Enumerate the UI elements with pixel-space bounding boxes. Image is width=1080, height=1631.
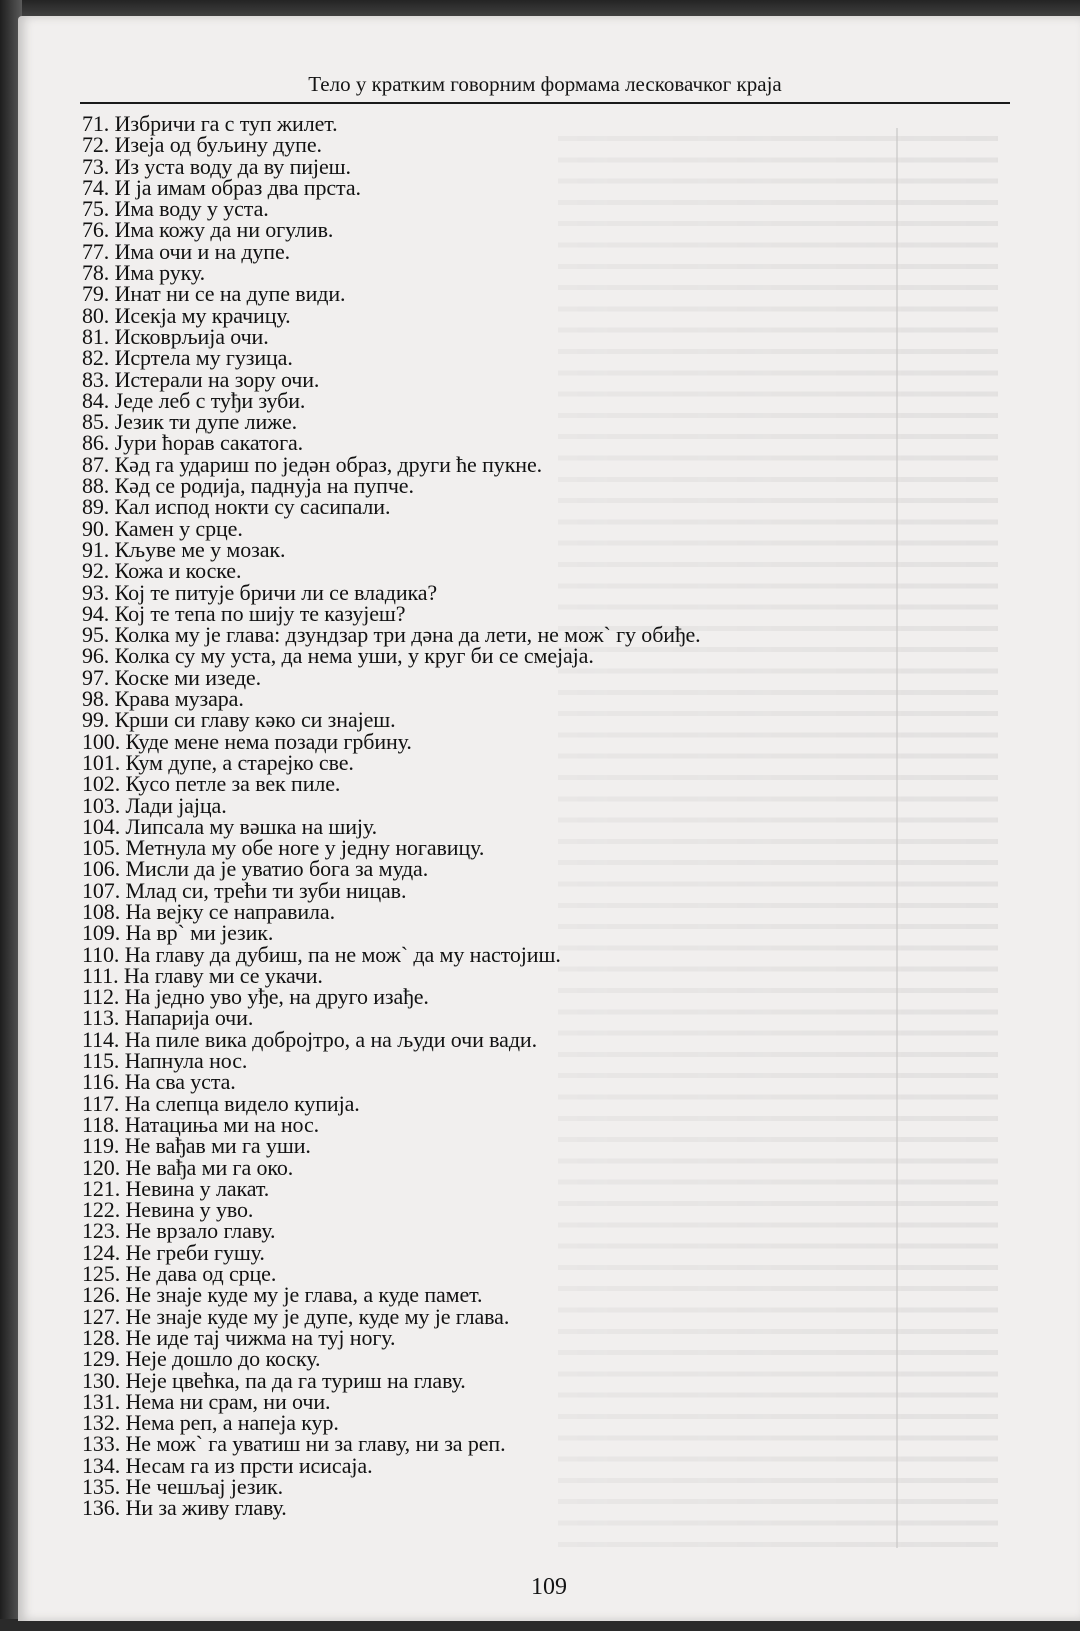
- entry-number: 111.: [82, 962, 119, 988]
- entry-number: 131.: [82, 1388, 121, 1414]
- entry-number: 91.: [82, 536, 110, 562]
- list-item: [82, 1261, 982, 1287]
- list-item: [82, 494, 982, 520]
- entry-text: Натациња ми на нос.: [124, 1111, 320, 1137]
- entry-text: Мисли да је уватио бога за муда.: [125, 856, 429, 882]
- list-item: [82, 536, 982, 562]
- list-item: [82, 473, 982, 499]
- entry-number: 100.: [82, 728, 121, 754]
- entry-number: 120.: [82, 1154, 121, 1180]
- entry-number: 124.: [82, 1239, 121, 1265]
- entry-number: 90.: [82, 515, 110, 541]
- entry-number: 83.: [82, 366, 110, 392]
- entry-number: 85.: [82, 409, 110, 435]
- list-item: [82, 1410, 982, 1436]
- entry-text: И ја имам образ два прста.: [114, 174, 361, 200]
- entry-text: Напнула нос.: [124, 1048, 248, 1074]
- entry-text: Из уста воду да ву пијеш.: [114, 153, 351, 179]
- book-page: [18, 16, 1080, 1621]
- header-rule: [80, 102, 1010, 104]
- list-item: [82, 1476, 982, 1497]
- entry-number: 99.: [82, 707, 110, 733]
- list-item: [82, 813, 982, 839]
- entry-number: 97.: [82, 664, 110, 690]
- entry-number: 81.: [82, 323, 110, 349]
- list-item: [82, 1026, 982, 1052]
- entry-number: 86.: [82, 430, 110, 456]
- entry-number: 106.: [82, 856, 121, 882]
- list-item: [82, 451, 982, 477]
- entry-number: 125.: [82, 1261, 121, 1287]
- entry-number: 89.: [82, 494, 110, 520]
- entry-text: Не вађа ми га око.: [125, 1154, 294, 1180]
- entry-number: 113.: [82, 1005, 120, 1031]
- entry-text: Исекја му крачицу.: [114, 302, 291, 328]
- entry-text: Крава музара.: [114, 686, 244, 712]
- list-item: [82, 1495, 982, 1521]
- entry-text: Кум дупе, а старејко све.: [125, 749, 354, 775]
- entry-text: Неје дошло до коску.: [125, 1346, 321, 1372]
- entry-number: 73.: [82, 153, 110, 179]
- list-item: [82, 174, 982, 200]
- entry-number: 75.: [82, 196, 110, 222]
- entry-number: 127.: [82, 1303, 121, 1329]
- entry-number: 130.: [82, 1367, 121, 1393]
- entry-number: 132.: [82, 1410, 121, 1436]
- entry-number: 116.: [82, 1069, 120, 1095]
- entry-text: Једе леб с туђи зуби.: [114, 387, 306, 413]
- list-item: [82, 664, 982, 690]
- entry-text: На главу ми се укачи.: [123, 962, 323, 988]
- entry-text: Невина у лакат.: [125, 1175, 270, 1201]
- entry-number: 117.: [82, 1090, 120, 1116]
- list-item: [82, 323, 982, 349]
- entry-text: Изеја од буљину дупе.: [114, 132, 322, 158]
- entry-number: 96.: [82, 643, 110, 669]
- entry-number: 114.: [82, 1026, 120, 1052]
- entry-text: На сва уста.: [124, 1069, 236, 1095]
- entry-text: Не врзало главу.: [125, 1218, 276, 1244]
- entry-text: На вр` ми језик.: [125, 920, 274, 946]
- list-item: [82, 686, 982, 712]
- list-item: [82, 898, 982, 924]
- entry-number: 71.: [82, 111, 110, 136]
- entry-number: 109.: [82, 920, 121, 946]
- entry-number: 123.: [82, 1218, 121, 1244]
- entry-text: Избричи га с туп жилет.: [114, 111, 338, 136]
- entry-text: Не чешљај језик.: [125, 1474, 284, 1499]
- list-item: [82, 1218, 982, 1244]
- entry-text: Липсала му вәшка на шију.: [125, 813, 378, 839]
- entry-number: 107.: [82, 877, 121, 903]
- list-item: [82, 877, 982, 903]
- list-item: [82, 1388, 982, 1414]
- list-item: [82, 515, 982, 541]
- entry-text: Лади јајца.: [125, 792, 227, 818]
- entry-text: Куде мене нема позади грбину.: [125, 728, 412, 754]
- list-item: [82, 366, 982, 392]
- entry-text: Кљуве ме у мозак.: [114, 536, 286, 562]
- entry-number: 88.: [82, 473, 110, 499]
- list-item: [82, 600, 982, 626]
- entry-number: 108.: [82, 898, 121, 924]
- entry-text: Ни за живу главу.: [125, 1495, 287, 1521]
- entry-text: Не иде тај чижма на туј ногу.: [125, 1324, 396, 1350]
- entry-text: На главу да дубиш, па не мож` да му настојиш.: [124, 941, 561, 967]
- entry-number: 115.: [82, 1048, 120, 1074]
- list-item: [82, 302, 982, 328]
- list-item: [82, 387, 982, 413]
- entry-text: Језик ти дупе лиже.: [114, 409, 298, 435]
- list-item: [82, 579, 982, 605]
- entry-number: 74.: [82, 174, 110, 200]
- entry-text: Не знаје куде му је глава, а куде памет.: [125, 1282, 483, 1308]
- list-item: [82, 196, 982, 222]
- entry-text: Метнула му обе ноге у једну ногавицу.: [125, 835, 485, 861]
- list-item: [82, 1282, 982, 1308]
- entry-text: Има кожу да ни огулив.: [114, 217, 334, 243]
- list-item: [82, 835, 982, 861]
- entry-text: Инат ни се на дупе види.: [114, 281, 346, 307]
- entry-text: Млад си, трећи ти зуби ницав.: [125, 877, 407, 903]
- list-item: [82, 1111, 982, 1137]
- entry-number: 93.: [82, 579, 110, 605]
- list-item: [82, 707, 982, 733]
- page-number: 109: [531, 1574, 567, 1600]
- entry-text: Коске ми изеде.: [114, 664, 261, 690]
- entry-text: Кал испод нокти су сасипали.: [114, 494, 391, 520]
- entry-number: 133.: [82, 1431, 121, 1457]
- entry-number: 72.: [82, 132, 110, 158]
- entry-text: Кој те тепа по шију те казујеш?: [114, 600, 406, 626]
- entry-number: 129.: [82, 1346, 121, 1372]
- list-item: [82, 132, 982, 158]
- list-item: [82, 1431, 982, 1457]
- entry-number: 77.: [82, 238, 110, 264]
- list-item: [82, 1239, 982, 1265]
- entry-text: Нема ни срам, ни очи.: [125, 1388, 331, 1414]
- entry-text: Не мож` га уватиш ни за главу, ни за реп.: [125, 1431, 506, 1457]
- entry-text: Има руку.: [114, 260, 206, 286]
- running-head: Тело у кратким говорним формама лесковачког краја: [308, 72, 782, 96]
- list-item: [82, 113, 982, 134]
- entry-number: 92.: [82, 558, 110, 584]
- entry-number: 121.: [82, 1175, 121, 1201]
- entry-text: Неје цвећка, па да га туриш на главу.: [125, 1367, 466, 1393]
- entry-number: 102.: [82, 771, 121, 797]
- entry-number: 135.: [82, 1474, 121, 1499]
- entry-text: Колка му је глава: дзундзар три дәна да лети, не мож` гу обиђе.: [114, 622, 701, 648]
- list-item: [82, 1154, 982, 1180]
- entry-number: 79.: [82, 281, 110, 307]
- list-item: [82, 1090, 982, 1116]
- list-item: [82, 941, 982, 967]
- list-item: [82, 409, 982, 435]
- list-item: [82, 920, 982, 946]
- list-item: [82, 1175, 982, 1201]
- entry-text: Камен у срце.: [114, 515, 243, 541]
- entry-text: Напарија очи.: [124, 1005, 254, 1031]
- entry-number: 95.: [82, 622, 110, 648]
- entry-number: 78.: [82, 260, 110, 286]
- list-item: [82, 771, 982, 797]
- entry-number: 94.: [82, 600, 110, 626]
- list-item: [82, 1133, 982, 1159]
- entry-number: 76.: [82, 217, 110, 243]
- entry-text: Кусо петле за век пиле.: [125, 771, 341, 797]
- entry-text: Крши си главу кәко си знајеш.: [114, 707, 396, 733]
- entry-number: 80.: [82, 302, 110, 328]
- list-item: [82, 345, 982, 371]
- list-item: [82, 749, 982, 775]
- entry-number: 122.: [82, 1197, 121, 1223]
- entry-text: Кожа и коске.: [114, 558, 242, 584]
- entry-text: На вејку се направила.: [125, 898, 335, 924]
- list-item: [82, 558, 982, 584]
- list-item: [82, 1069, 982, 1095]
- entry-text: На једно уво уђе, на друго изађе.: [124, 984, 429, 1010]
- entry-number: 126.: [82, 1282, 121, 1308]
- list-item: [82, 1346, 982, 1372]
- entry-number: 112.: [82, 984, 120, 1010]
- list-item: [82, 622, 982, 648]
- entry-text: Не дава од срце.: [125, 1261, 277, 1287]
- entry-text: Кәд га удариш по једән образ, други ће пукне.: [114, 451, 543, 477]
- list-item: [82, 1303, 982, 1329]
- entry-number: 118.: [82, 1111, 120, 1137]
- entry-number: 82.: [82, 345, 110, 371]
- entry-number: 101.: [82, 749, 121, 775]
- proverb-list: [82, 113, 982, 1519]
- entry-number: 110.: [82, 941, 120, 967]
- entry-text: Колка су му уста, да нема уши, у круг би се смејаја.: [114, 643, 594, 669]
- list-item: [82, 1048, 982, 1074]
- entry-text: Јури ћорав сакатога.: [114, 430, 304, 456]
- entry-number: 98.: [82, 686, 110, 712]
- list-item: [82, 1324, 982, 1350]
- list-item: [82, 962, 982, 988]
- list-item: [82, 792, 982, 818]
- entry-number: 84.: [82, 387, 110, 413]
- list-item: [82, 643, 982, 669]
- entry-number: 103.: [82, 792, 121, 818]
- list-item: [82, 1367, 982, 1393]
- entry-text: Има воду у уста.: [114, 196, 269, 222]
- entry-number: 87.: [82, 451, 110, 477]
- list-item: [82, 856, 982, 882]
- list-item: [82, 217, 982, 243]
- list-item: [82, 153, 982, 179]
- entry-number: 105.: [82, 835, 121, 861]
- list-item: [82, 430, 982, 456]
- entry-text: Не знаје куде му је дупе, куде му је глава.: [125, 1303, 510, 1329]
- list-item: [82, 984, 982, 1010]
- entry-text: Истерали на зору очи.: [114, 366, 320, 392]
- entry-number: 134.: [82, 1452, 121, 1478]
- entry-text: Исковрљија очи.: [114, 323, 269, 349]
- list-item: [82, 1452, 982, 1478]
- list-item: [82, 1197, 982, 1223]
- entry-text: На слепца видело купија.: [124, 1090, 360, 1116]
- entry-text: Нема реп, а напеја кур.: [125, 1410, 339, 1436]
- list-item: [82, 260, 982, 286]
- list-item: [82, 1005, 982, 1031]
- entry-text: На пиле вика добројтро, а на људи очи вади.: [124, 1026, 537, 1052]
- entry-text: Има очи и на дупе.: [114, 238, 291, 264]
- list-item: [82, 281, 982, 307]
- entry-number: 136.: [82, 1495, 121, 1521]
- entry-number: 128.: [82, 1324, 121, 1350]
- entry-text: Исртела му гузица.: [114, 345, 293, 371]
- entry-number: 119.: [82, 1133, 120, 1159]
- entry-text: Кој те питује бричи ли се владика?: [114, 579, 438, 605]
- entry-number: 104.: [82, 813, 121, 839]
- list-item: [82, 238, 982, 264]
- entry-text: Несам га из прсти исисаја.: [125, 1452, 373, 1478]
- entry-text: Не греби гушу.: [125, 1239, 265, 1265]
- list-item: [82, 728, 982, 754]
- entry-text: Кәд се родија, паднуја на пупче.: [114, 473, 414, 499]
- entry-text: Невина у уво.: [125, 1197, 254, 1223]
- entry-text: Не вађав ми га уши.: [124, 1133, 311, 1159]
